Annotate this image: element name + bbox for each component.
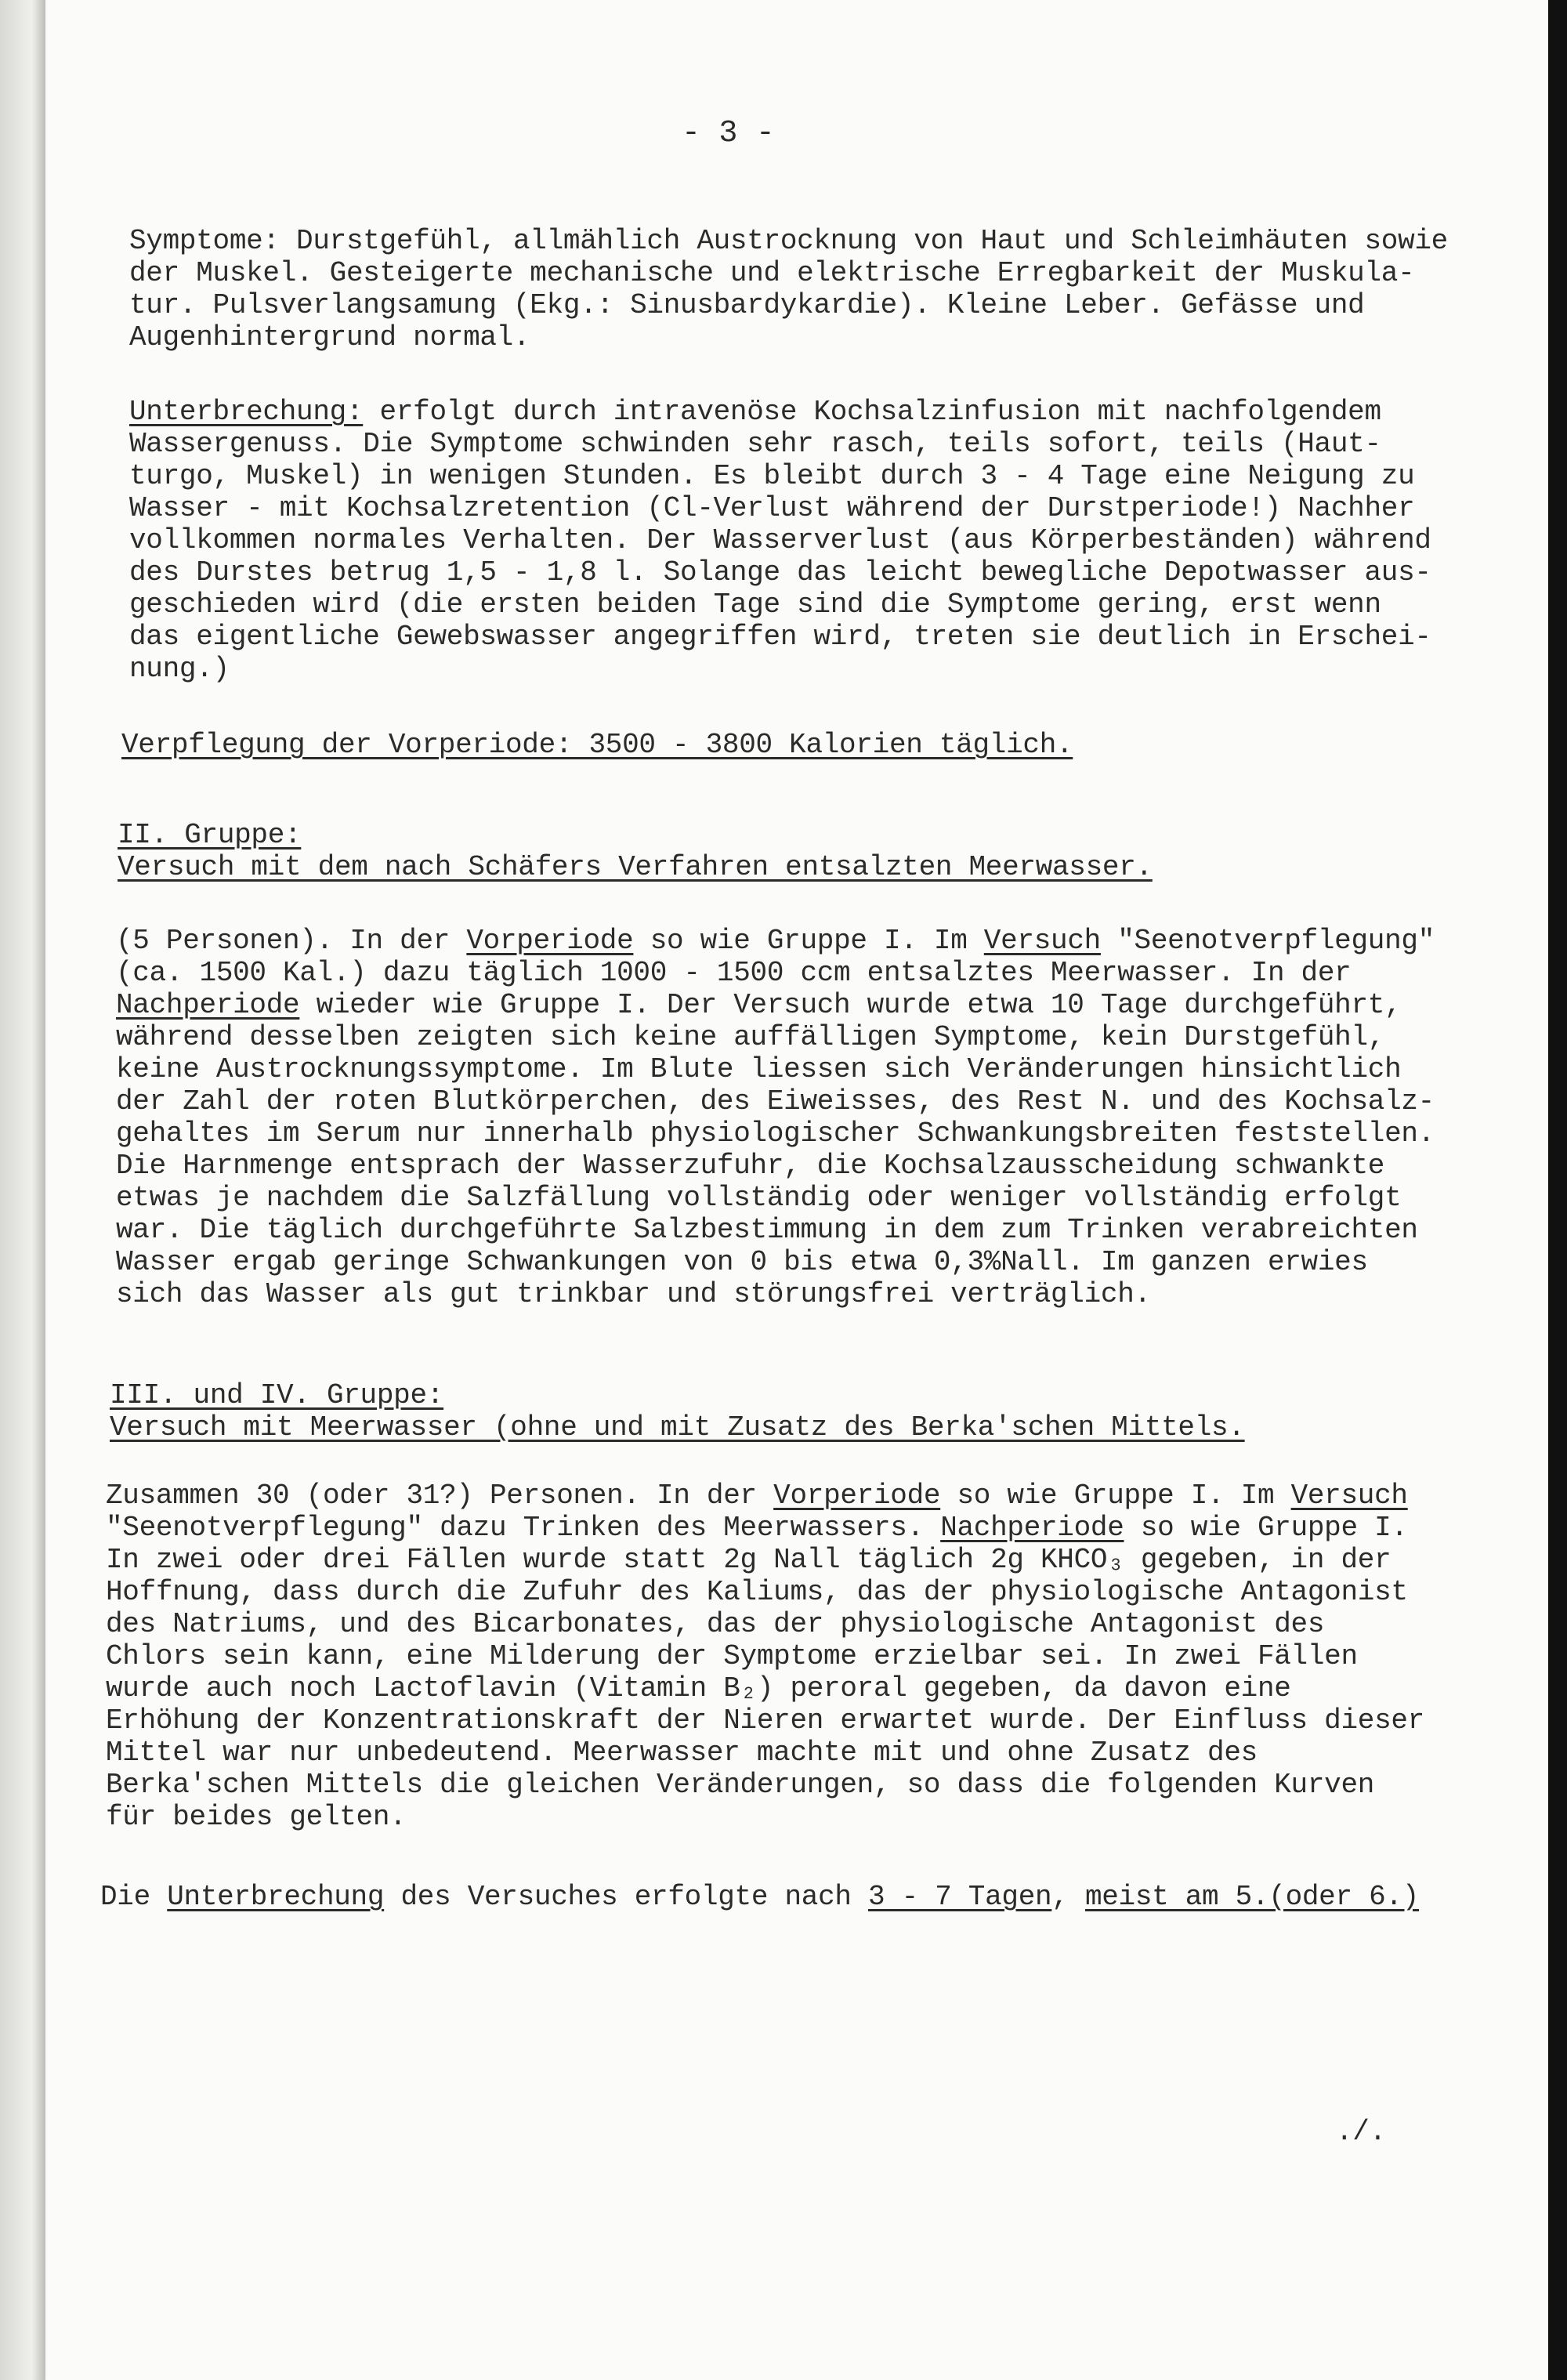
underlined-text: Nachperiode [940, 1512, 1124, 1544]
continuation-mark: ./. [1336, 2116, 1386, 2148]
paragraph-unterbrechung [129, 396, 1431, 685]
scan-right-border [1548, 0, 1567, 2380]
text-line [106, 1704, 1424, 1737]
text-segment: während desselben zeigten sich keine auffälligen Symptome, kein Durstgefühl, [116, 1021, 1385, 1053]
underlined-text: Versuch [1290, 1480, 1408, 1512]
text-line [129, 492, 1431, 524]
text-line [129, 428, 1431, 460]
underlined-text: meist am 5.(oder 6.) [1084, 1881, 1420, 1913]
text-segment: Mittel war nur unbedeutend. Meerwasser machte mit und ohne Zusatz des [106, 1737, 1258, 1769]
text-line [116, 1214, 1435, 1246]
text-segment: (5 Personen). In der [116, 925, 467, 957]
text-segment: Wasser ergab geringe Schwankungen von 0 bis etwa 0,3%Nall. Im ganzen erwies [116, 1246, 1368, 1278]
text-segment: Berka'schen Mittels die gleichen Veränderungen, so dass die folgenden Kurven [106, 1769, 1375, 1801]
text-line [118, 819, 1153, 851]
underlined-text: Unterbrechung: [129, 396, 364, 428]
text-line [116, 1246, 1435, 1278]
text-segment: der Zahl der roten Blutkörperchen, des Eiweisses, des Rest N. und des Kochsalz- [116, 1085, 1435, 1118]
text-segment: wurde auch noch Lactoflavin (Vitamin B₂) peroral gegeben, da davon eine [106, 1672, 1291, 1704]
page-number: - 3 - [682, 116, 775, 151]
text-line [129, 396, 1431, 428]
text-segment: des Versuches erfolgte nach [384, 1881, 868, 1913]
text-line [118, 851, 1153, 883]
text-line [129, 653, 1431, 685]
text-segment: Wassergenuss. Die Symptome schwinden sehr rasch, teils sofort, teils (Haut- [129, 428, 1381, 460]
text-line [129, 589, 1431, 621]
text-segment: Symptome: Durstgefühl, allmählich Austrocknung von Haut und Schleimhäuten sowie [129, 225, 1448, 257]
text-segment: das eigentliche Gewebswasser angegriffen wird, treten sie deutlich in Erschei- [129, 621, 1431, 653]
text-line [129, 225, 1448, 257]
text-segment: Erhöhung der Konzentrationskraft der Nieren erwartet wurde. Der Einfluss dieser [106, 1704, 1424, 1737]
text-line [106, 1608, 1424, 1640]
underlined-text: Nachperiode [116, 989, 300, 1021]
text-segment: Wasser - mit Kochsalzretention (Cl-Verlust während der Durstperiode!) Nachher [129, 492, 1415, 524]
underlined-text: II. Gruppe: [118, 819, 302, 851]
text-segment: Die Harnmenge entsprach der Wasserzufuhr, die Kochsalzausscheidung schwankte [116, 1150, 1385, 1182]
text-segment: turgo, Muskel) in wenigen Stunden. Es bleibt durch 3 - 4 Tage eine Neigung zu [129, 460, 1415, 492]
text-line [106, 1480, 1424, 1512]
text-segment: so wie Gruppe I. Im [633, 925, 984, 957]
text-line [121, 729, 1073, 761]
text-segment: des Natriums, und des Bicarbonates, das der physiologische Antagonist des [106, 1608, 1325, 1640]
text-segment: etwas je nachdem die Salzfällung vollständig oder weniger vollständig erfolgt [116, 1182, 1402, 1214]
underlined-text: Verpflegung der Vorperiode: 3500 - 3800 Kalorien täglich. [121, 729, 1073, 761]
paragraph-gruppe-2 [116, 925, 1435, 1310]
text-line [106, 1640, 1424, 1672]
text-line [129, 621, 1431, 653]
underlined-text: Versuch mit Meerwasser (ohne und mit Zusatz des Berka'schen Mittels. [110, 1411, 1245, 1444]
text-segment: sich das Wasser als gut trinkbar und störungsfrei verträglich. [116, 1278, 1151, 1310]
scan-left-edge [0, 0, 45, 2380]
text-line [129, 289, 1448, 321]
text-line [106, 1544, 1424, 1576]
text-line [100, 1881, 1419, 1913]
text-line [116, 957, 1435, 989]
text-line [106, 1801, 1424, 1833]
text-line [110, 1411, 1245, 1444]
text-line [116, 1021, 1435, 1053]
text-segment: Zusammen 30 (oder 31?) Personen. In der [106, 1480, 774, 1512]
heading-gruppe-3-4 [110, 1379, 1245, 1444]
text-segment: keine Austrocknungssymptome. Im Blute liessen sich Veränderungen hinsichtlich [116, 1053, 1402, 1085]
text-line [116, 925, 1435, 957]
underlined-text: 3 - 7 Tagen [867, 1881, 1052, 1913]
text-line [106, 1576, 1424, 1608]
heading-gruppe-2 [118, 819, 1153, 883]
text-segment: gehaltes im Serum nur innerhalb physiologischer Schwankungsbreiten feststellen. [116, 1118, 1435, 1150]
text-segment: geschieden wird (die ersten beiden Tage sind die Symptome gering, erst wenn [129, 589, 1381, 621]
paragraph-abschluss [100, 1881, 1419, 1913]
text-segment: "Seenotverpflegung" [1100, 925, 1435, 957]
text-line [110, 1379, 1245, 1411]
text-segment: so wie Gruppe I. [1124, 1512, 1408, 1544]
text-line [129, 460, 1431, 492]
text-segment: "Seenotverpflegung" dazu Trinken des Meerwassers. [106, 1512, 941, 1544]
text-segment: für beides gelten. [106, 1801, 407, 1833]
paragraph-gruppe-3-4 [106, 1480, 1424, 1833]
text-segment: der Muskel. Gesteigerte mechanische und elektrische Erregbarkeit der Muskula- [129, 257, 1415, 289]
text-line [129, 556, 1431, 589]
text-line [116, 1118, 1435, 1150]
text-line [129, 524, 1431, 556]
underlined-text: Vorperiode [466, 925, 634, 957]
heading-verpflegung [121, 729, 1073, 761]
text-line [106, 1769, 1424, 1801]
text-segment: war. Die täglich durchgeführte Salzbestimmung in dem zum Trinken verabreichten [116, 1214, 1418, 1246]
text-line [106, 1512, 1424, 1544]
text-segment: Chlors sein kann, eine Milderung der Symptome erzielbar sei. In zwei Fällen [106, 1640, 1358, 1672]
underlined-text: Versuch [983, 925, 1101, 957]
text-segment: tur. Pulsverlangsamung (Ekg.: Sinusbardykardie). Kleine Leber. Gefässe und [129, 289, 1365, 321]
text-line [116, 1053, 1435, 1085]
text-line [129, 321, 1448, 353]
text-line [116, 1182, 1435, 1214]
text-line [116, 1278, 1435, 1310]
paragraph-symptome [129, 225, 1448, 353]
underlined-text: Unterbrechung [167, 1881, 385, 1913]
text-line [129, 257, 1448, 289]
text-segment: (ca. 1500 Kal.) dazu täglich 1000 - 1500 ccm entsalztes Meerwasser. In der [116, 957, 1352, 989]
text-segment: erfolgt durch intravenöse Kochsalzinfusion mit nachfolgendem [363, 396, 1381, 428]
text-segment: , [1051, 1881, 1085, 1913]
text-segment: so wie Gruppe I. Im [940, 1480, 1291, 1512]
text-segment: Augenhintergrund normal. [129, 321, 530, 353]
text-segment: In zwei oder drei Fällen wurde statt 2g Nall täglich 2g KHCO₃ gegeben, in der [106, 1544, 1391, 1576]
text-segment: Die [100, 1881, 168, 1913]
text-segment: vollkommen normales Verhalten. Der Wasserverlust (aus Körperbeständen) während [129, 524, 1431, 556]
text-segment: Hoffnung, dass durch die Zufuhr des Kaliums, das der physiologische Antagonist [106, 1576, 1408, 1608]
underlined-text: Vorperiode [773, 1480, 941, 1512]
text-segment: nung.) [129, 653, 230, 685]
text-line [106, 1672, 1424, 1704]
text-segment: wieder wie Gruppe I. Der Versuch wurde etwa 10 Tage durchgeführt, [299, 989, 1402, 1021]
text-line [116, 1085, 1435, 1118]
underlined-text: Versuch mit dem nach Schäfers Verfahren entsalzten Meerwasser. [118, 851, 1153, 883]
text-line [116, 1150, 1435, 1182]
text-line [116, 989, 1435, 1021]
text-segment: des Durstes betrug 1,5 - 1,8 l. Solange das leicht bewegliche Depotwasser aus- [129, 556, 1431, 589]
text-line [106, 1737, 1424, 1769]
underlined-text: III. und IV. Gruppe: [110, 1379, 444, 1411]
